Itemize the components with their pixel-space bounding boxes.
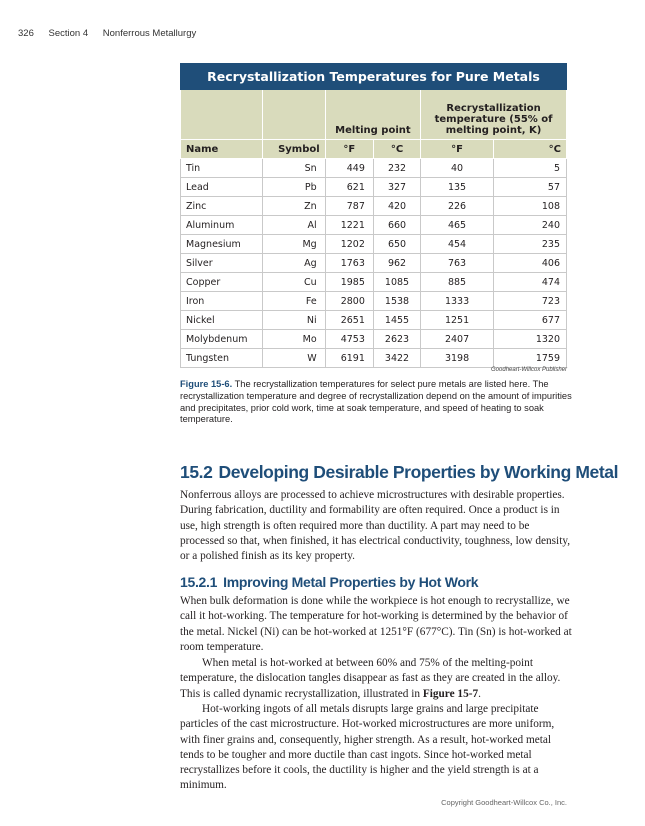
cell-recr-f: 3198 [421,349,494,368]
table-row [181,216,567,235]
cell-recr-f: 885 [421,273,494,292]
cell-recr-c: 406 [493,254,566,273]
cell-melt-c: 660 [373,216,420,235]
cell-recr-c: 5 [493,159,566,178]
table-title: Recrystallization Temperatures for Pure Metals [181,64,567,90]
figure-reference-link[interactable]: Figure 15-7 [422,687,479,700]
cell-name: Lead [181,178,263,197]
cell-melt-f: 6191 [325,349,373,368]
col-header-name: Name [181,140,263,159]
cell-melt-f: 1763 [325,254,373,273]
table-row [181,349,567,368]
header-blank-symbol [263,90,325,140]
cell-name: Nickel [181,311,263,330]
recrystallization-table [180,63,567,368]
cell-melt-c: 1538 [373,292,420,311]
cell-recr-f: 454 [421,235,494,254]
cell-melt-f: 449 [325,159,373,178]
table-row [181,292,567,311]
cell-melt-c: 650 [373,235,420,254]
table-row [181,178,567,197]
cell-melt-f: 1202 [325,235,373,254]
cell-recr-f: 135 [421,178,494,197]
figure-caption [180,379,575,426]
cell-symbol: Mo [263,330,325,349]
col-header-melt-c: °C [373,140,420,159]
cell-recr-c: 108 [493,197,566,216]
cell-recr-c: 240 [493,216,566,235]
table-row [181,235,567,254]
cell-name: Iron [181,292,263,311]
cell-name: Aluminum [181,216,263,235]
cell-symbol: Ag [263,254,325,273]
cell-melt-f: 1221 [325,216,373,235]
cell-recr-c: 723 [493,292,566,311]
cell-melt-f: 1985 [325,273,373,292]
paragraph-3-end: . [478,687,481,700]
table-credit: Goodheart-Willcox Publisher [491,367,567,373]
table-row [181,254,567,273]
cell-symbol: Mg [263,235,325,254]
cell-melt-c: 3422 [373,349,420,368]
cell-symbol: Sn [263,159,325,178]
cell-recr-c: 1759 [493,349,566,368]
cell-symbol: Al [263,216,325,235]
section-title: Nonferrous Metallurgy [102,28,197,39]
cell-recr-c: 57 [493,178,566,197]
cell-recr-f: 2407 [421,330,494,349]
subsection-number: 15.2.1 [180,574,218,590]
cell-melt-c: 420 [373,197,420,216]
cell-melt-f: 2800 [325,292,373,311]
cell-recr-c: 474 [493,273,566,292]
section-heading [180,462,618,483]
cell-symbol: Cu [263,273,325,292]
col-header-recr-c: °C [493,140,566,159]
caption-text: The recrystallization temperatures for select pure metals are listed here. The recrystallization temperature and degree of recrystallization depend on the amount of impurities and precipitates, prior cold work, time at soak temperature, and speed of heating to soak temperature. [180,379,572,425]
cell-melt-c: 232 [373,159,420,178]
cell-recr-f: 1251 [421,311,494,330]
paragraph-3-text: When metal is hot-worked at between 60% and 75% of the melting-point temperature, the dislocation tangles disappear as fast as they are created in the alloy. This is called dynamic recrystallization, illustrated in [180,657,561,700]
melting-point-header: Melting point [325,90,420,140]
cell-symbol: Zn [263,197,325,216]
table-row [181,197,567,216]
header-blank-name [181,90,263,140]
section-heading-title: Developing Desirable Properties by Working Metal [218,462,619,482]
copyright-notice: Copyright Goodheart-Willcox Co., Inc. [441,798,567,807]
cell-symbol: Ni [263,311,325,330]
cell-melt-f: 621 [325,178,373,197]
cell-name: Zinc [181,197,263,216]
paragraph-2: When bulk deformation is done while the workpiece is hot enough to recrystallize, we call it hot-working. The temperature for hot-working is determined by the behavior of the metal. Nickel (Ni) can be hot-worked at 1251°F (677°C). Tin (Sn) is hot-worked at room temperature. [180,595,572,653]
cell-name: Silver [181,254,263,273]
cell-recr-f: 465 [421,216,494,235]
cell-recr-f: 40 [421,159,494,178]
subsection-heading [180,574,478,590]
page-number: 326 [18,28,34,39]
cell-symbol: Fe [263,292,325,311]
cell-name: Molybdenum [181,330,263,349]
col-header-symbol: Symbol [263,140,325,159]
section-label: Section 4 [48,28,89,39]
recrystallization-header: Recrystallization temperature (55% of melting point, K) [421,90,567,140]
cell-melt-c: 1085 [373,273,420,292]
cell-name: Copper [181,273,263,292]
col-header-recr-f: °F [421,140,494,159]
table-row [181,159,567,178]
paragraph-1: Nonferrous alloys are processed to achieve microstructures with desirable properties. During fabrication, ductility and formability are often required. Once a product is in use, high strength is often required more than ductility. A part may need to be processed so that, when finished, it has electrical conductivity, toughness, low density, or a polished finish as its key property. [180,489,571,563]
paragraph-3 [180,656,572,702]
cell-name: Tungsten [181,349,263,368]
cell-name: Magnesium [181,235,263,254]
cell-melt-c: 2623 [373,330,420,349]
table-row [181,273,567,292]
cell-name: Tin [181,159,263,178]
cell-melt-c: 1455 [373,311,420,330]
cell-melt-f: 787 [325,197,373,216]
cell-melt-f: 4753 [325,330,373,349]
col-header-melt-f: °F [325,140,373,159]
section-number: 15.2 [180,462,213,482]
cell-recr-f: 763 [421,254,494,273]
cell-recr-f: 226 [421,197,494,216]
running-head [18,28,208,39]
cell-recr-f: 1333 [421,292,494,311]
cell-melt-f: 2651 [325,311,373,330]
cell-recr-c: 677 [493,311,566,330]
cell-recr-c: 1320 [493,330,566,349]
cell-symbol: Pb [263,178,325,197]
figure-label: Figure 15-6. [180,379,233,389]
cell-symbol: W [263,349,325,368]
cell-melt-c: 962 [373,254,420,273]
cell-melt-c: 327 [373,178,420,197]
subsection-title: Improving Metal Properties by Hot Work [223,574,479,590]
paragraph-4: Hot-working ingots of all metals disrupts large grains and large precipitate particles of the cast microstructure. Hot-worked microstructures are more uniform, with finer grains and, consequently, higher strength. As a result, hot-worked metal tends to be tougher and more ductile than cast ingots. Since hot-worked metal recrystallizes before it cools, the ductility is higher and the yield strength is at a minimum. [180,703,555,792]
table-row [181,330,567,349]
table-row [181,311,567,330]
table-body [181,159,567,368]
cell-recr-c: 235 [493,235,566,254]
